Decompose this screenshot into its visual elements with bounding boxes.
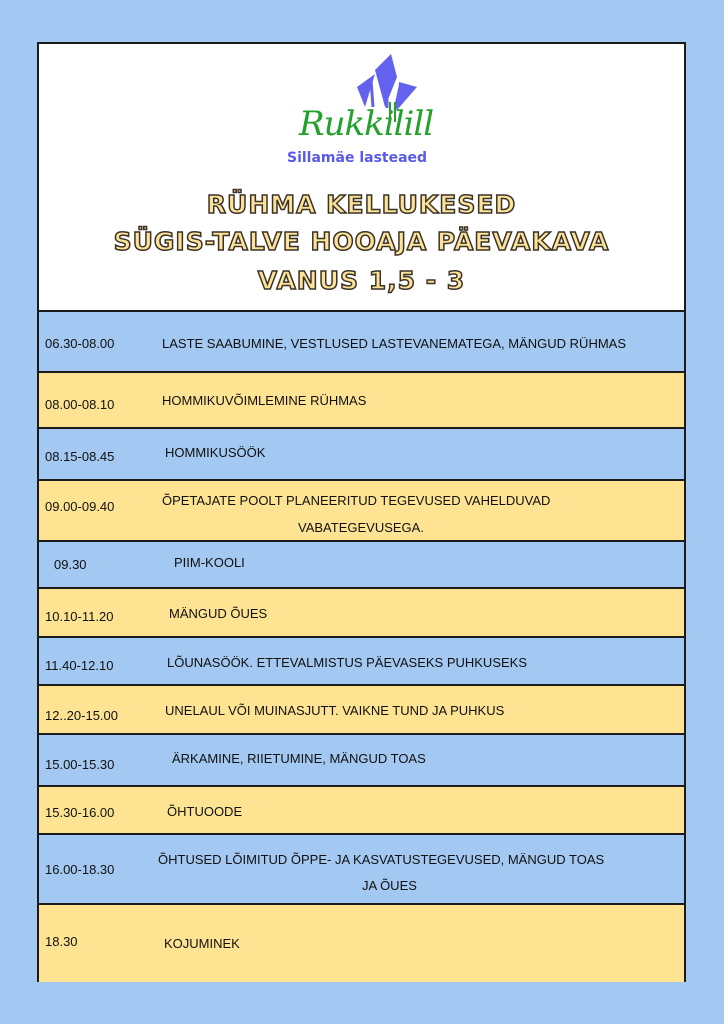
- row-time: 08.15-08.45: [45, 449, 115, 464]
- row-activity: LÕUNASÖÖK. ETTEVALMISTUS PÄEVASEKS PUHKUSEKS: [167, 655, 528, 670]
- schedule-row: [39, 735, 684, 787]
- row-activity-cont: JA ÕUES: [362, 878, 417, 893]
- row-time: 06.30-08.00: [45, 336, 115, 351]
- title-schedule: SÜGIS-TALVE HOOAJA PÄEVAKAVA: [113, 227, 610, 256]
- schedule-sheet: [37, 42, 686, 982]
- row-activity: HOMMIKUVÕIMLEMINE RÜHMAS: [162, 393, 367, 408]
- title-age: VANUS 1,5 - 3: [257, 266, 466, 295]
- row-time: 11.40-12.10: [45, 658, 114, 673]
- schedule-row: [39, 429, 684, 481]
- row-activity: UNELAUL VÕI MUINASJUTT. VAIKNE TUND JA PUHKUS: [165, 703, 505, 718]
- logo: [287, 52, 437, 172]
- row-activity: ÕHTUOODE: [167, 804, 243, 819]
- logo-subtitle: Sillamäe lasteaed: [287, 150, 428, 166]
- schedule-row: [39, 686, 684, 735]
- schedule-row: [39, 787, 684, 835]
- schedule-row: [39, 835, 684, 905]
- row-time: 09.00-09.40: [45, 499, 115, 514]
- row-activity: MÄNGUD ÕUES: [169, 606, 268, 621]
- title-group: RÜHMA KELLUKESED: [206, 190, 517, 219]
- row-activity: KOJUMINEK: [164, 936, 240, 951]
- row-activity: LASTE SAABUMINE, VESTLUSED LASTEVANEMATEGA, MÄNGUD RÜHMAS: [162, 336, 627, 351]
- schedule-row: [39, 589, 684, 638]
- schedule-row: [39, 542, 684, 589]
- schedule-row: [39, 312, 684, 373]
- row-activity: PIIM-KOOLI: [174, 555, 245, 570]
- row-time: 18.30: [45, 934, 78, 949]
- row-time: 08.00-08.10: [45, 397, 115, 412]
- row-time: 16.00-18.30: [45, 862, 115, 877]
- schedule-row: [39, 905, 684, 982]
- schedule-row: [39, 373, 684, 429]
- row-activity-cont: VABATEGEVUSEGA.: [298, 520, 424, 535]
- row-activity: ÕPETAJATE POOLT PLANEERITUD TEGEVUSED VAHELDUVAD: [162, 493, 551, 508]
- row-activity: HOMMIKUSÖÖK: [165, 445, 266, 460]
- row-time: 15.30-16.00: [45, 805, 115, 820]
- schedule-row: [39, 638, 684, 686]
- row-time: 15.00-15.30: [45, 757, 115, 772]
- row-time: 12..20-15.00: [45, 708, 119, 723]
- row-activity: ÄRKAMINE, RIIETUMINE, MÄNGUD TOAS: [172, 751, 426, 766]
- row-time: 09.30: [54, 557, 87, 572]
- logo-name: Rukkilill: [299, 104, 434, 144]
- schedule-row: [39, 481, 684, 542]
- header: [39, 44, 684, 312]
- row-time: 10.10-11.20: [45, 609, 114, 624]
- row-activity: ÕHTUSED LÕIMITUD ÕPPE- JA KASVATUSTEGEVUSED, MÄNGUD TOAS: [158, 852, 605, 867]
